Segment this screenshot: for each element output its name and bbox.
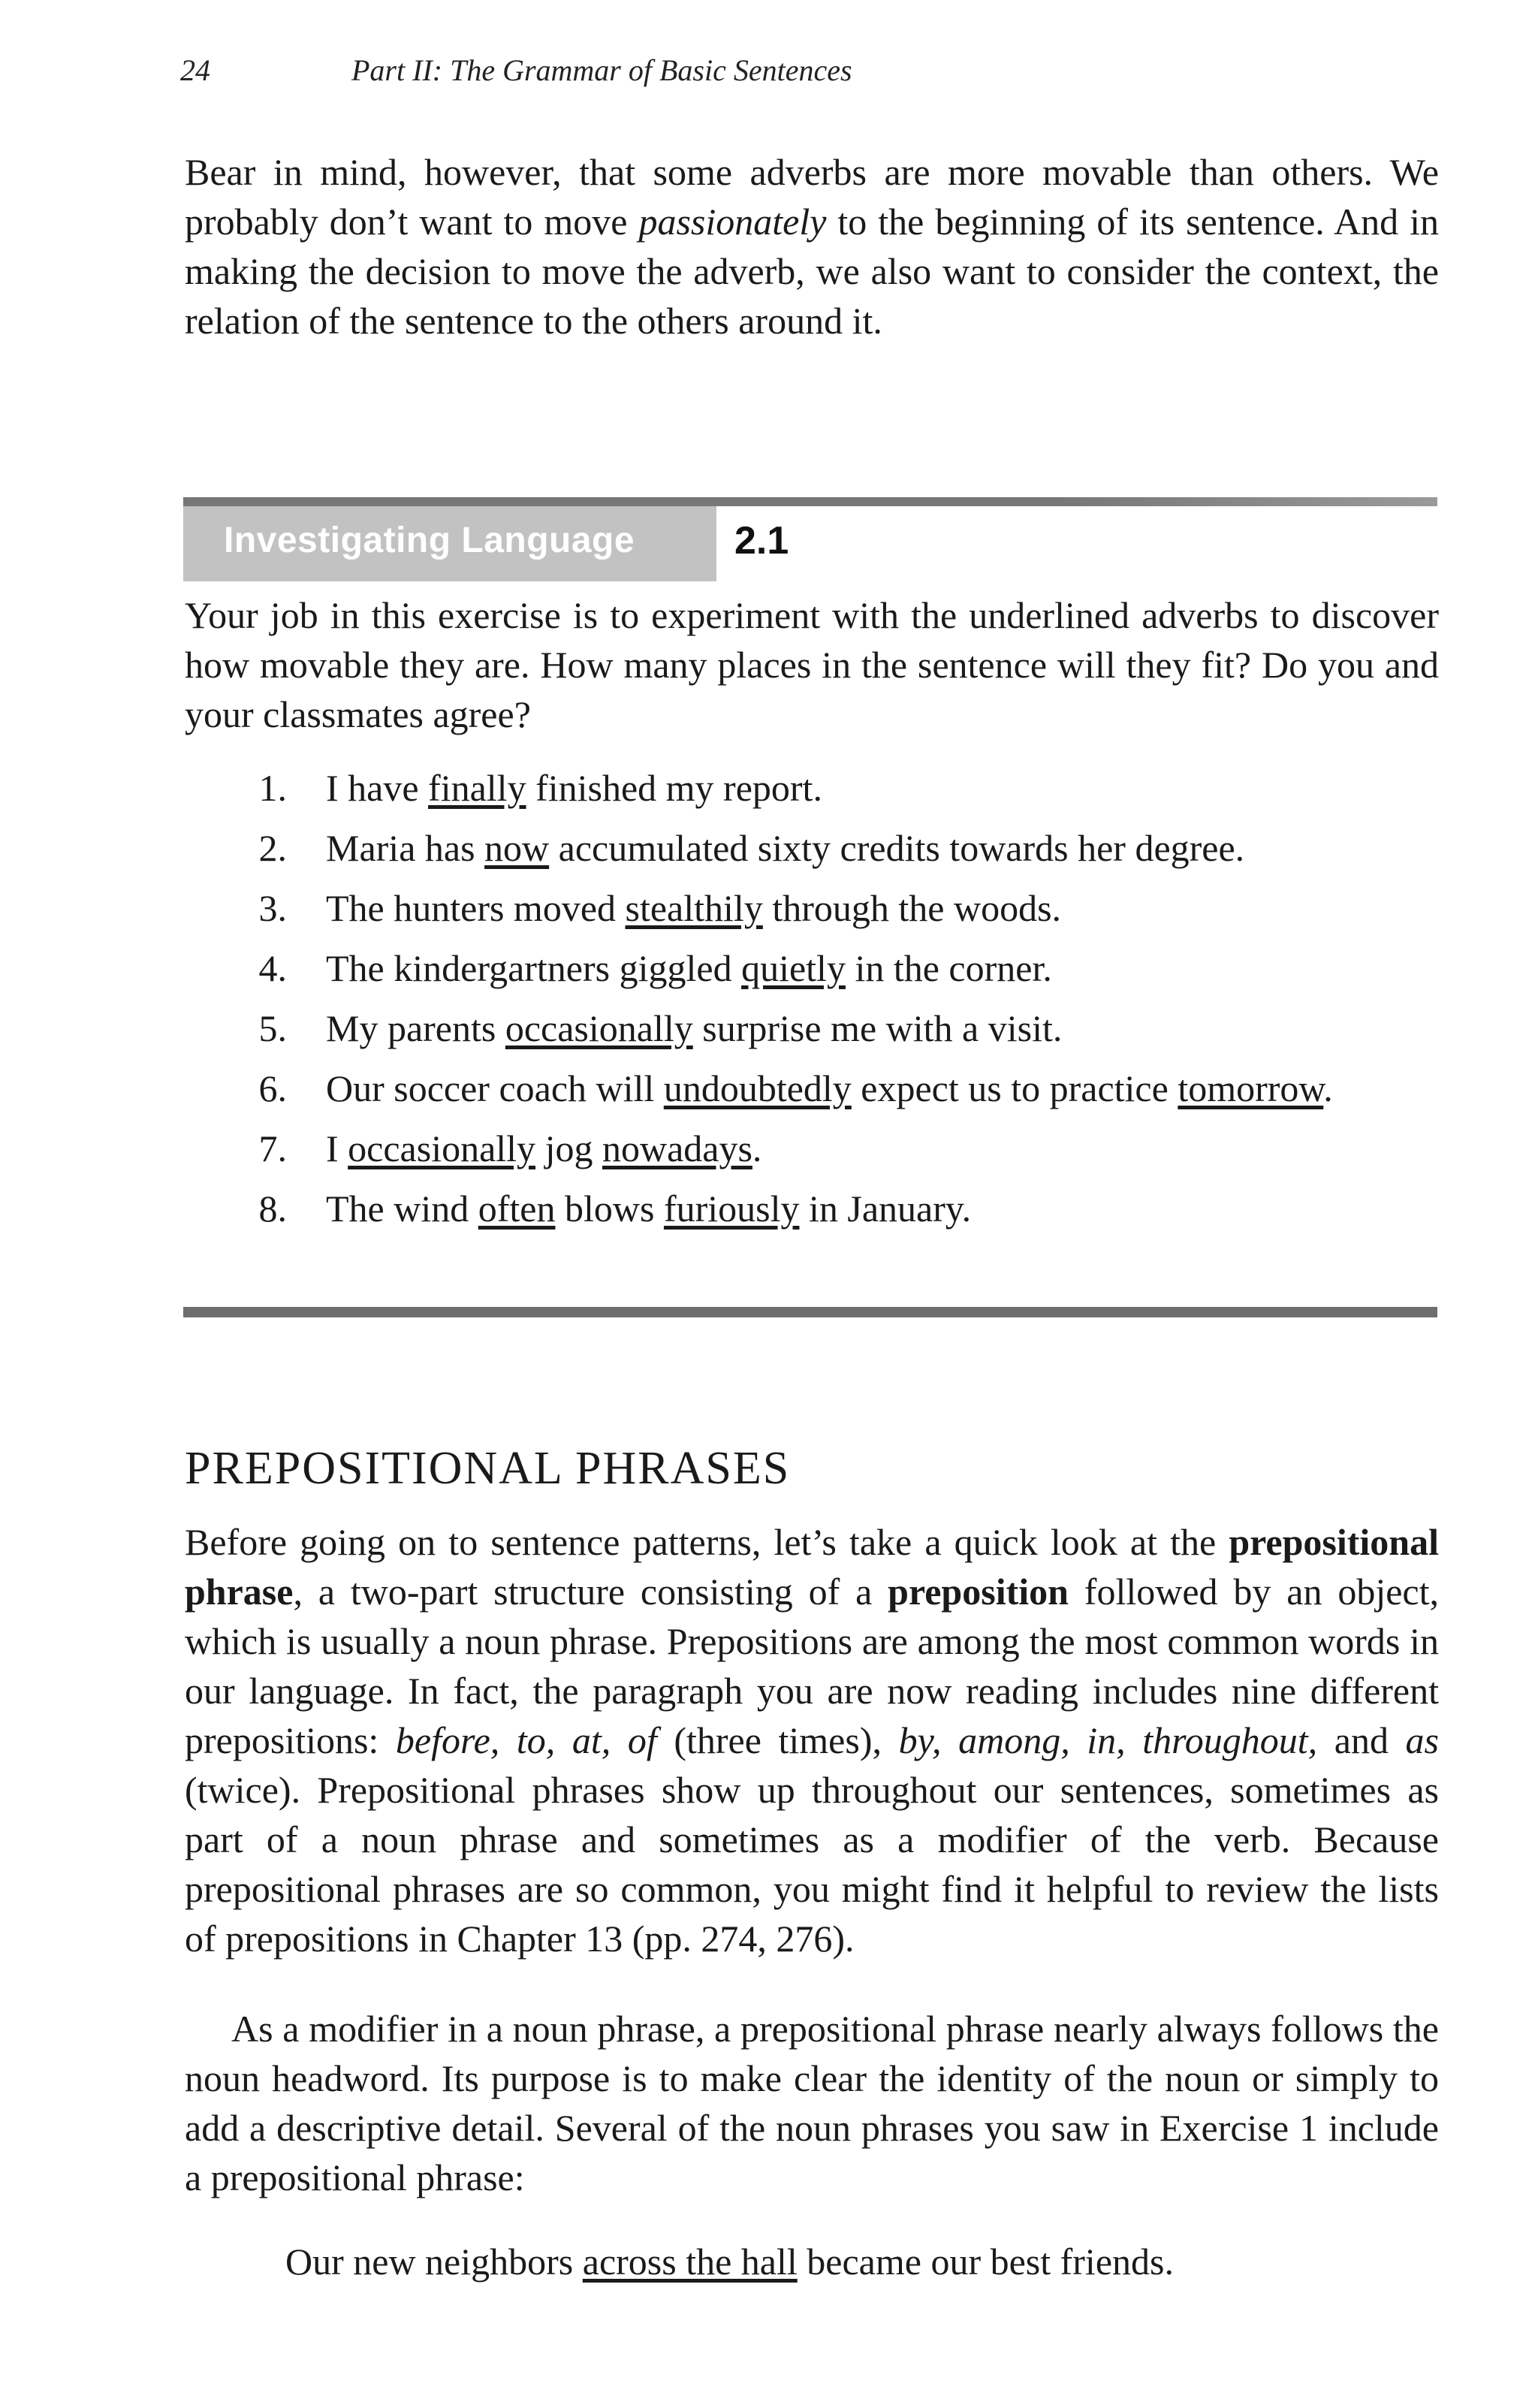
list-item bbox=[240, 1064, 1427, 1113]
text-segment: finished my report. bbox=[526, 767, 822, 809]
text-segment: in the corner. bbox=[845, 947, 1052, 989]
item-number: 4. bbox=[258, 947, 287, 989]
item-text bbox=[326, 1184, 1427, 1233]
italic-text-segment: as bbox=[1405, 1719, 1440, 1761]
item-text bbox=[326, 1003, 1427, 1053]
item-number: 8. bbox=[258, 1187, 287, 1230]
text-segment: My parents bbox=[326, 1007, 505, 1049]
underline-text-segment: now bbox=[484, 827, 550, 869]
list-item bbox=[240, 883, 1427, 933]
text-segment: Our soccer coach will bbox=[326, 1067, 664, 1109]
running-title: Part II: The Grammar of Basic Sentences bbox=[351, 53, 852, 87]
text-segment: became our best friends. bbox=[797, 2241, 1174, 2283]
text-segment: to the beginning of its sentence. And in making the decision to move the adverb, we also want to consider the context, the relation of the sentence to the others around it. bbox=[185, 201, 1439, 342]
italic-text-segment: by, among, in, throughout, bbox=[898, 1719, 1318, 1761]
italic-text-segment: passionately bbox=[638, 201, 827, 243]
item-number: 2. bbox=[258, 827, 287, 869]
item-text bbox=[326, 883, 1427, 933]
text-segment: I have bbox=[326, 767, 429, 809]
underline-text-segment: nowadays bbox=[602, 1127, 752, 1169]
section-title: PREPOSITIONAL PHRASES bbox=[185, 1443, 791, 1494]
item-text bbox=[326, 1124, 1427, 1173]
item-text bbox=[326, 823, 1427, 873]
text-segment: The hunters moved bbox=[326, 887, 626, 929]
exercise-number: 2.1 bbox=[734, 519, 789, 563]
list-item bbox=[240, 763, 1427, 813]
exercise-list bbox=[240, 763, 1427, 1244]
text-segment: through the woods. bbox=[762, 887, 1062, 929]
list-item bbox=[240, 1124, 1427, 1173]
text-segment: blows bbox=[555, 1187, 664, 1230]
text-segment: (three times), bbox=[656, 1719, 899, 1761]
list-item bbox=[240, 1003, 1427, 1053]
underline-text-segment: often bbox=[478, 1187, 556, 1230]
list-item bbox=[240, 943, 1427, 993]
text-segment: . bbox=[752, 1127, 762, 1169]
text-segment: accumulated sixty credits towards her degree. bbox=[549, 827, 1245, 869]
underline-text-segment: undoubtedly bbox=[663, 1067, 852, 1109]
text-segment: Before going on to sentence patterns, let’s take a quick look at the bbox=[185, 1521, 1229, 1563]
underline-text-segment: stealthily bbox=[625, 887, 763, 929]
text-segment: surprise me with a visit. bbox=[692, 1007, 1063, 1049]
item-text bbox=[326, 943, 1427, 993]
text-segment: , a two-part structure consisting of a bbox=[293, 1571, 888, 1613]
text-segment: Maria has bbox=[326, 827, 485, 869]
text-segment: Bear in mind, however, that some adverbs are more movable than others. We probably don’t want to move bbox=[185, 151, 1439, 243]
text-segment: followed by an object, which is usually a noun phrase. Prepositions are among the most common words in our language. In fact, the paragraph you are now reading includes nine different prepositions: bbox=[185, 1571, 1439, 1761]
list-item bbox=[240, 823, 1427, 873]
item-number: 5. bbox=[258, 1007, 287, 1049]
underline-text-segment: occasionally bbox=[348, 1127, 536, 1169]
exercise-label: Investigating Language bbox=[224, 521, 635, 560]
text-segment: Our new neighbors bbox=[285, 2241, 583, 2283]
exercise-box-top-rule bbox=[183, 497, 1437, 506]
section-paragraph-2: As a modifier in a noun phrase, a prepositional phrase nearly always follows the noun headword. Its purpose is to make clear the identity of the noun or simply to add a descriptive detail. Several of the noun phrases you saw in Exercise 1 include a prepositional phrase: bbox=[185, 2008, 1439, 2198]
section-paragraph-1 bbox=[185, 1517, 1439, 1963]
text-segment: in January. bbox=[799, 1187, 972, 1230]
item-text bbox=[326, 763, 1427, 813]
italic-text-segment: before, to, at, of bbox=[395, 1719, 657, 1761]
underline-text-segment: tomorrow bbox=[1178, 1067, 1324, 1109]
underline-text-segment: across the hall bbox=[582, 2241, 798, 2283]
item-number: 3. bbox=[258, 887, 287, 929]
bold-text-segment: prepositional phrase bbox=[185, 1521, 1439, 1613]
item-number: 1. bbox=[258, 767, 287, 809]
text-segment: expect us to practice bbox=[851, 1067, 1178, 1109]
underline-text-segment: occasionally bbox=[505, 1007, 693, 1049]
text-segment: The wind bbox=[326, 1187, 478, 1230]
intro-paragraph bbox=[185, 147, 1439, 346]
exercise-instructions: Your job in this exercise is to experiment with the underlined adverbs to discover how movable they are. How many places in the sentence will they fit? Do you and your classmates agree? bbox=[185, 594, 1439, 735]
text-segment: The kindergartners giggled bbox=[326, 947, 742, 989]
example-sentence bbox=[285, 2237, 1174, 2286]
item-text bbox=[326, 1064, 1427, 1113]
text-segment: . bbox=[1323, 1067, 1333, 1109]
text-segment: (twice). Prepositional phrases show up throughout our sentences, sometimes as part of a noun phrase and sometimes as a modifier of the verb. Because prepositional phrases are so common, you might find it helpful to review the lists of prepositions in Chapter 13 (pp. 274, 276). bbox=[185, 1769, 1439, 1960]
underline-text-segment: furiously bbox=[663, 1187, 800, 1230]
exercise-label-tab bbox=[183, 506, 716, 581]
text-segment: I bbox=[326, 1127, 348, 1169]
text-segment: and bbox=[1317, 1719, 1406, 1761]
list-item bbox=[240, 1184, 1427, 1233]
text-segment: jog bbox=[535, 1127, 602, 1169]
exercise-box-bottom-rule bbox=[183, 1307, 1437, 1317]
underline-text-segment: finally bbox=[428, 767, 526, 809]
page-number: 24 bbox=[180, 53, 210, 87]
item-number: 7. bbox=[258, 1127, 287, 1169]
underline-text-segment: quietly bbox=[741, 947, 846, 989]
bold-text-segment: preposition bbox=[888, 1571, 1069, 1613]
item-number: 6. bbox=[258, 1067, 287, 1109]
